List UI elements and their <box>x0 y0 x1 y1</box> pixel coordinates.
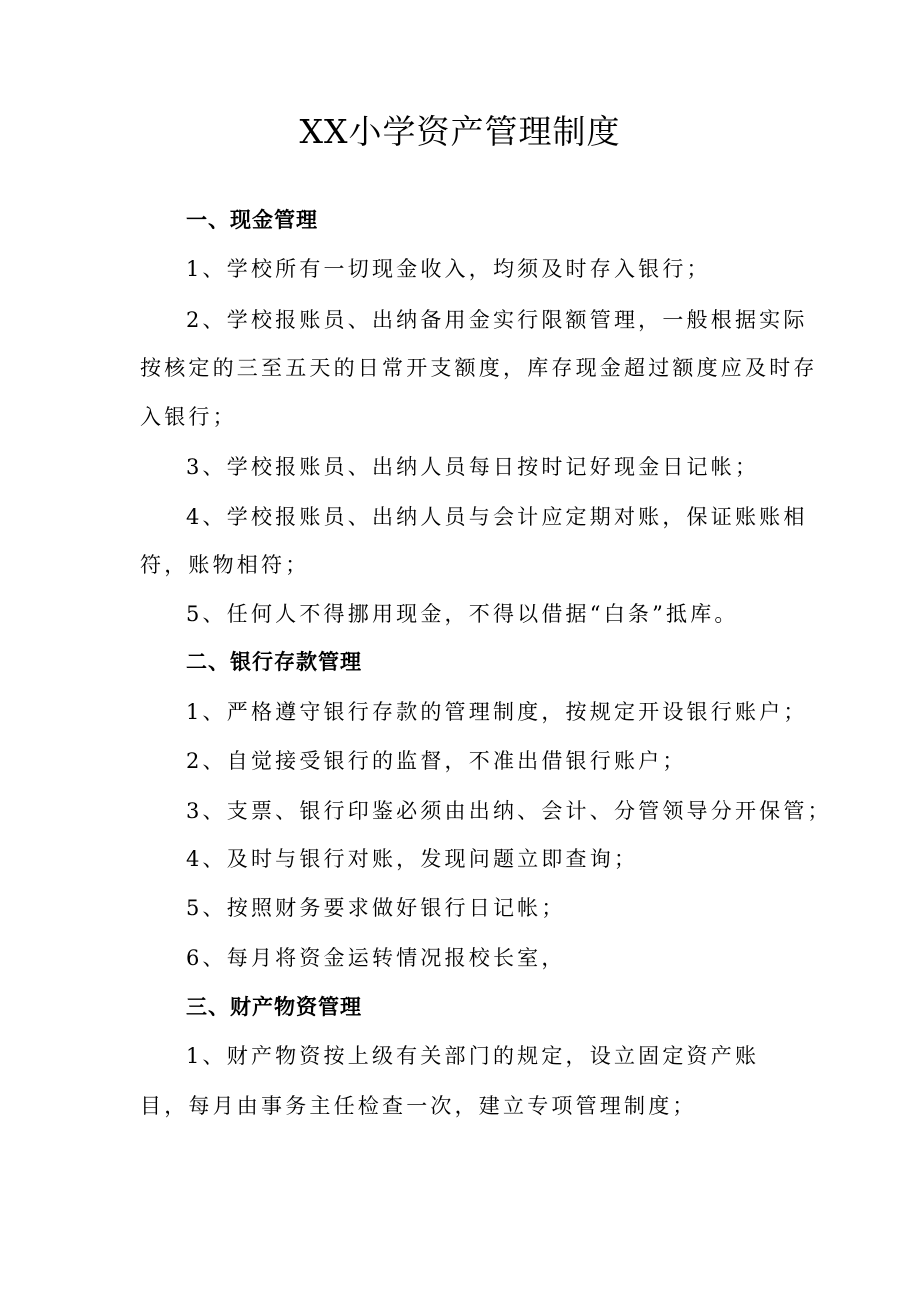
paragraph-line: 符，账物相符； <box>140 553 310 577</box>
paragraph-line: 入银行； <box>140 405 237 429</box>
paragraph-line: 4、学校报账员、出纳人员与会计应定期对账，保证账账相 <box>186 505 808 529</box>
section-heading-property: 三、财产物资管理 <box>186 995 362 1019</box>
paragraph-line: 2、自觉接受银行的监督，不准出借银行账户； <box>186 749 687 773</box>
paragraph-line: 2、学校报账员、出纳备用金实行限额管理，一般根据实际 <box>186 308 808 332</box>
paragraph-line: 3、学校报账员、出纳人员每日按时记好现金日记帐； <box>186 455 760 479</box>
paragraph-line: 5、任何人不得挪用现金，不得以借据“白条”抵库。 <box>186 602 739 626</box>
section-heading-bank-deposit: 二、银行存款管理 <box>186 650 362 674</box>
paragraph-line: 按核定的三至五天的日常开支额度，库存现金超过额度应及时存 <box>140 356 818 380</box>
paragraph-line: 1、学校所有一切现金收入，均须及时存入银行； <box>186 257 711 281</box>
paragraph-line: 5、按照财务要求做好银行日记帐； <box>186 896 566 920</box>
paragraph-line: 3、支票、银行印鉴必须由出纳、会计、分管领导分开保管； <box>186 799 832 823</box>
paragraph-line: 1、严格遵守银行存款的管理制度，按规定开设银行账户； <box>186 700 808 724</box>
document-title: XX小学资产管理制度 <box>299 112 621 151</box>
paragraph-line: 目，每月由事务主任检查一次，建立专项管理制度； <box>140 1094 697 1118</box>
paragraph-line: 6、每月将资金运转情况报校长室， <box>186 946 566 970</box>
paragraph-line: 4、及时与银行对账，发现问题立即查询； <box>186 847 639 871</box>
section-heading-cash: 一、现金管理 <box>186 208 318 232</box>
paragraph-line: 1、财产物资按上级有关部门的规定，设立固定资产账 <box>186 1044 760 1068</box>
